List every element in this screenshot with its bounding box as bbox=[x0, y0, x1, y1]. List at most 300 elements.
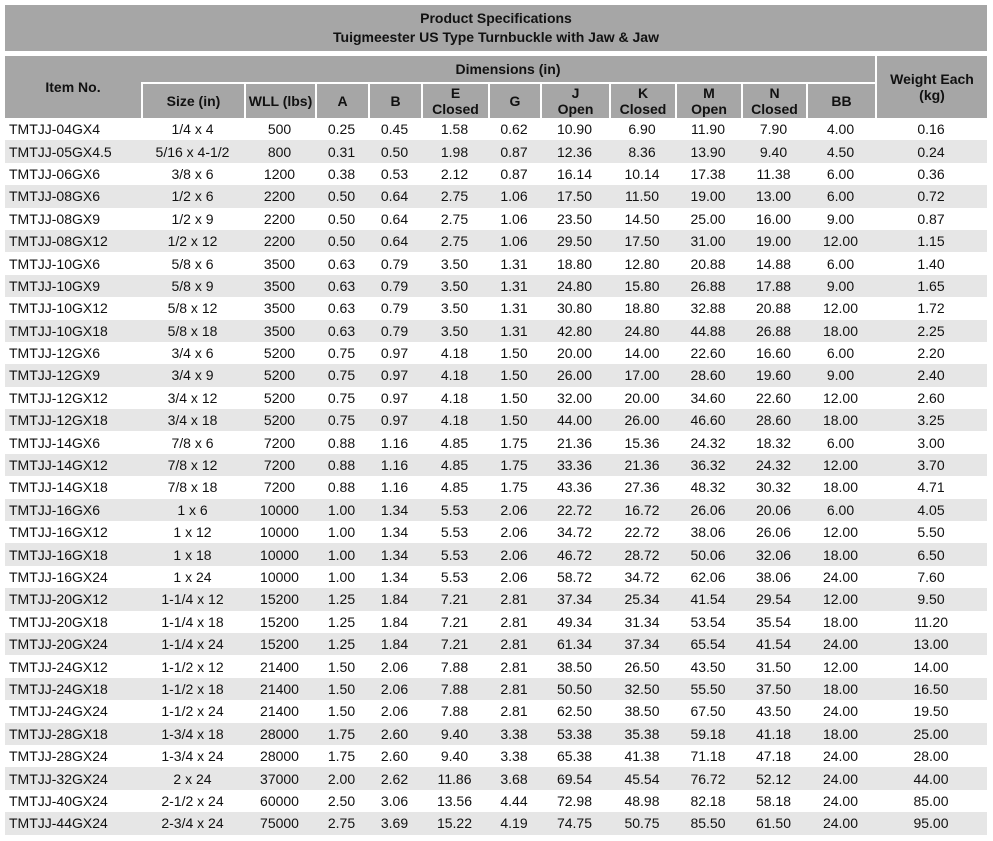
cell-dim-e-closed: 4.85 bbox=[421, 454, 488, 476]
header-k-letter: K bbox=[637, 85, 649, 101]
cell-wll: 5200 bbox=[244, 387, 315, 409]
header-e-state: Closed bbox=[432, 101, 479, 117]
header-k-closed bbox=[609, 84, 675, 118]
cell-dim-m-open: 71.18 bbox=[675, 745, 741, 767]
cell-dim-j-open: 18.80 bbox=[540, 252, 609, 274]
cell-dim-bb: 6.00 bbox=[806, 252, 875, 274]
cell-dim-m-open: 55.50 bbox=[675, 678, 741, 700]
cell-weight-each: 2.20 bbox=[875, 342, 987, 364]
table-row bbox=[5, 454, 987, 476]
cell-dim-j-open: 69.54 bbox=[540, 767, 609, 789]
cell-dim-g: 2.81 bbox=[488, 655, 540, 677]
cell-dim-b: 0.79 bbox=[368, 297, 421, 319]
cell-dim-k-closed: 11.50 bbox=[609, 185, 675, 207]
cell-size: 1 x 6 bbox=[141, 499, 244, 521]
cell-dim-k-closed: 37.34 bbox=[609, 633, 675, 655]
cell-dim-b: 1.84 bbox=[368, 633, 421, 655]
cell-dim-bb: 18.00 bbox=[806, 611, 875, 633]
cell-dim-a: 2.75 bbox=[315, 812, 368, 834]
cell-dim-n-closed: 43.50 bbox=[741, 700, 806, 722]
cell-dim-g: 2.81 bbox=[488, 678, 540, 700]
cell-dim-k-closed: 24.80 bbox=[609, 320, 675, 342]
cell-wll: 3500 bbox=[244, 275, 315, 297]
cell-dim-a: 1.25 bbox=[315, 611, 368, 633]
header-wll: WLL (lbs) bbox=[244, 84, 315, 118]
cell-size: 2-1/2 x 24 bbox=[141, 790, 244, 812]
cell-item-no: TMTJJ-12GX9 bbox=[5, 364, 141, 386]
cell-dim-j-open: 32.00 bbox=[540, 387, 609, 409]
cell-item-no: TMTJJ-20GX12 bbox=[5, 588, 141, 610]
cell-item-no: TMTJJ-10GX9 bbox=[5, 275, 141, 297]
cell-dim-k-closed: 45.54 bbox=[609, 767, 675, 789]
cell-dim-n-closed: 61.50 bbox=[741, 812, 806, 834]
cell-dim-b: 2.06 bbox=[368, 655, 421, 677]
cell-dim-j-open: 12.36 bbox=[540, 140, 609, 162]
cell-dim-g: 1.50 bbox=[488, 342, 540, 364]
cell-dim-m-open: 20.88 bbox=[675, 252, 741, 274]
cell-dim-k-closed: 35.38 bbox=[609, 723, 675, 745]
cell-dim-bb: 18.00 bbox=[806, 543, 875, 565]
cell-dim-g: 1.06 bbox=[488, 185, 540, 207]
cell-dim-b: 0.79 bbox=[368, 275, 421, 297]
cell-dim-g: 1.31 bbox=[488, 252, 540, 274]
cell-dim-a: 0.75 bbox=[315, 387, 368, 409]
cell-dim-a: 1.50 bbox=[315, 700, 368, 722]
cell-wll: 37000 bbox=[244, 767, 315, 789]
cell-size: 7/8 x 12 bbox=[141, 454, 244, 476]
cell-weight-each: 16.50 bbox=[875, 678, 987, 700]
cell-item-no: TMTJJ-08GX12 bbox=[5, 230, 141, 252]
cell-size: 3/4 x 9 bbox=[141, 364, 244, 386]
cell-dim-bb: 12.00 bbox=[806, 454, 875, 476]
cell-dim-e-closed: 3.50 bbox=[421, 275, 488, 297]
cell-dim-j-open: 21.36 bbox=[540, 431, 609, 453]
cell-dim-bb: 6.00 bbox=[806, 163, 875, 185]
cell-dim-e-closed: 3.50 bbox=[421, 297, 488, 319]
header-weight-each bbox=[875, 56, 987, 118]
cell-dim-b: 1.16 bbox=[368, 476, 421, 498]
table-row bbox=[5, 521, 987, 543]
header-weight-label: Weight Each bbox=[890, 71, 974, 87]
cell-wll: 7200 bbox=[244, 454, 315, 476]
cell-dim-j-open: 20.00 bbox=[540, 342, 609, 364]
cell-dim-n-closed: 18.32 bbox=[741, 431, 806, 453]
cell-dim-a: 0.75 bbox=[315, 342, 368, 364]
cell-item-no: TMTJJ-05GX4.5 bbox=[5, 140, 141, 162]
cell-dim-e-closed: 7.21 bbox=[421, 588, 488, 610]
cell-dim-b: 3.06 bbox=[368, 790, 421, 812]
cell-dim-j-open: 33.36 bbox=[540, 454, 609, 476]
cell-dim-e-closed: 7.21 bbox=[421, 633, 488, 655]
cell-dim-g: 0.87 bbox=[488, 163, 540, 185]
cell-dim-n-closed: 17.88 bbox=[741, 275, 806, 297]
cell-dim-j-open: 16.14 bbox=[540, 163, 609, 185]
spec-table-body bbox=[5, 118, 987, 835]
cell-wll: 15200 bbox=[244, 588, 315, 610]
cell-dim-b: 2.06 bbox=[368, 678, 421, 700]
cell-dim-n-closed: 28.60 bbox=[741, 409, 806, 431]
cell-dim-k-closed: 18.80 bbox=[609, 297, 675, 319]
cell-weight-each: 3.00 bbox=[875, 431, 987, 453]
cell-wll: 7200 bbox=[244, 476, 315, 498]
cell-dim-a: 0.50 bbox=[315, 208, 368, 230]
cell-dim-n-closed: 47.18 bbox=[741, 745, 806, 767]
table-row bbox=[5, 208, 987, 230]
cell-dim-n-closed: 14.88 bbox=[741, 252, 806, 274]
header-size: Size (in) bbox=[141, 84, 244, 118]
cell-dim-e-closed: 5.53 bbox=[421, 543, 488, 565]
spec-table bbox=[5, 56, 987, 835]
cell-weight-each: 4.71 bbox=[875, 476, 987, 498]
cell-dim-k-closed: 48.98 bbox=[609, 790, 675, 812]
cell-dim-e-closed: 7.88 bbox=[421, 678, 488, 700]
cell-weight-each: 2.60 bbox=[875, 387, 987, 409]
cell-dim-j-open: 38.50 bbox=[540, 655, 609, 677]
cell-dim-k-closed: 15.80 bbox=[609, 275, 675, 297]
cell-dim-a: 0.75 bbox=[315, 409, 368, 431]
cell-item-no: TMTJJ-14GX12 bbox=[5, 454, 141, 476]
cell-dim-a: 0.25 bbox=[315, 118, 368, 140]
cell-dim-g: 1.50 bbox=[488, 364, 540, 386]
table-row bbox=[5, 745, 987, 767]
cell-dim-e-closed: 2.75 bbox=[421, 208, 488, 230]
cell-size: 1-1/2 x 18 bbox=[141, 678, 244, 700]
cell-size: 1/2 x 6 bbox=[141, 185, 244, 207]
cell-dim-e-closed: 7.88 bbox=[421, 655, 488, 677]
cell-weight-each: 2.25 bbox=[875, 320, 987, 342]
header-m-state: Open bbox=[691, 101, 727, 117]
cell-dim-bb: 18.00 bbox=[806, 320, 875, 342]
cell-dim-m-open: 13.90 bbox=[675, 140, 741, 162]
cell-dim-n-closed: 19.00 bbox=[741, 230, 806, 252]
cell-dim-n-closed: 11.38 bbox=[741, 163, 806, 185]
cell-dim-a: 2.00 bbox=[315, 767, 368, 789]
cell-dim-k-closed: 8.36 bbox=[609, 140, 675, 162]
cell-dim-k-closed: 50.75 bbox=[609, 812, 675, 834]
cell-item-no: TMTJJ-08GX6 bbox=[5, 185, 141, 207]
cell-dim-g: 1.75 bbox=[488, 431, 540, 453]
cell-weight-each: 95.00 bbox=[875, 812, 987, 834]
cell-dim-b: 0.97 bbox=[368, 409, 421, 431]
cell-weight-each: 0.72 bbox=[875, 185, 987, 207]
cell-weight-each: 5.50 bbox=[875, 521, 987, 543]
header-j-open bbox=[540, 84, 609, 118]
spec-table-header bbox=[5, 56, 987, 118]
cell-weight-each: 28.00 bbox=[875, 745, 987, 767]
cell-dim-n-closed: 26.88 bbox=[741, 320, 806, 342]
cell-dim-a: 1.00 bbox=[315, 499, 368, 521]
cell-dim-n-closed: 30.32 bbox=[741, 476, 806, 498]
cell-dim-j-open: 49.34 bbox=[540, 611, 609, 633]
cell-item-no: TMTJJ-20GX18 bbox=[5, 611, 141, 633]
cell-dim-n-closed: 37.50 bbox=[741, 678, 806, 700]
cell-item-no: TMTJJ-10GX6 bbox=[5, 252, 141, 274]
table-row bbox=[5, 252, 987, 274]
table-row bbox=[5, 364, 987, 386]
cell-size: 1-3/4 x 18 bbox=[141, 723, 244, 745]
cell-dim-b: 1.16 bbox=[368, 431, 421, 453]
cell-dim-n-closed: 58.18 bbox=[741, 790, 806, 812]
cell-dim-m-open: 62.06 bbox=[675, 566, 741, 588]
cell-dim-e-closed: 9.40 bbox=[421, 723, 488, 745]
cell-weight-each: 6.50 bbox=[875, 543, 987, 565]
cell-dim-bb: 4.50 bbox=[806, 140, 875, 162]
cell-dim-bb: 24.00 bbox=[806, 790, 875, 812]
cell-size: 7/8 x 18 bbox=[141, 476, 244, 498]
cell-item-no: TMTJJ-24GX18 bbox=[5, 678, 141, 700]
cell-dim-m-open: 19.00 bbox=[675, 185, 741, 207]
table-row bbox=[5, 476, 987, 498]
cell-item-no: TMTJJ-14GX18 bbox=[5, 476, 141, 498]
cell-dim-e-closed: 4.85 bbox=[421, 476, 488, 498]
cell-dim-n-closed: 32.06 bbox=[741, 543, 806, 565]
cell-wll: 500 bbox=[244, 118, 315, 140]
cell-weight-each: 2.40 bbox=[875, 364, 987, 386]
cell-dim-n-closed: 41.18 bbox=[741, 723, 806, 745]
cell-dim-n-closed: 31.50 bbox=[741, 655, 806, 677]
cell-size: 3/8 x 6 bbox=[141, 163, 244, 185]
cell-dim-k-closed: 26.50 bbox=[609, 655, 675, 677]
cell-dim-g: 2.81 bbox=[488, 611, 540, 633]
cell-dim-bb: 24.00 bbox=[806, 700, 875, 722]
cell-dim-n-closed: 24.32 bbox=[741, 454, 806, 476]
cell-item-no: TMTJJ-28GX24 bbox=[5, 745, 141, 767]
cell-weight-each: 3.70 bbox=[875, 454, 987, 476]
header-n-closed bbox=[741, 84, 806, 118]
cell-dim-n-closed: 38.06 bbox=[741, 566, 806, 588]
cell-size: 3/4 x 12 bbox=[141, 387, 244, 409]
table-row bbox=[5, 812, 987, 834]
cell-weight-each: 11.20 bbox=[875, 611, 987, 633]
cell-wll: 1200 bbox=[244, 163, 315, 185]
cell-dim-j-open: 34.72 bbox=[540, 521, 609, 543]
cell-dim-a: 0.50 bbox=[315, 185, 368, 207]
cell-weight-each: 0.16 bbox=[875, 118, 987, 140]
cell-weight-each: 1.65 bbox=[875, 275, 987, 297]
cell-dim-e-closed: 4.18 bbox=[421, 364, 488, 386]
cell-item-no: TMTJJ-06GX6 bbox=[5, 163, 141, 185]
cell-item-no: TMTJJ-44GX24 bbox=[5, 812, 141, 834]
cell-dim-j-open: 50.50 bbox=[540, 678, 609, 700]
cell-item-no: TMTJJ-12GX12 bbox=[5, 387, 141, 409]
cell-wll: 28000 bbox=[244, 723, 315, 745]
cell-dim-bb: 12.00 bbox=[806, 655, 875, 677]
table-row bbox=[5, 543, 987, 565]
cell-size: 5/8 x 9 bbox=[141, 275, 244, 297]
cell-dim-b: 1.84 bbox=[368, 588, 421, 610]
cell-size: 1/4 x 4 bbox=[141, 118, 244, 140]
cell-weight-each: 1.40 bbox=[875, 252, 987, 274]
cell-size: 1-3/4 x 24 bbox=[141, 745, 244, 767]
cell-dim-a: 0.31 bbox=[315, 140, 368, 162]
cell-size: 5/16 x 4-1/2 bbox=[141, 140, 244, 162]
cell-dim-m-open: 17.38 bbox=[675, 163, 741, 185]
table-row bbox=[5, 566, 987, 588]
table-row bbox=[5, 431, 987, 453]
header-weight-unit: (kg) bbox=[919, 87, 945, 103]
cell-dim-k-closed: 38.50 bbox=[609, 700, 675, 722]
cell-dim-g: 2.81 bbox=[488, 588, 540, 610]
cell-dim-g: 1.50 bbox=[488, 409, 540, 431]
cell-dim-bb: 9.00 bbox=[806, 208, 875, 230]
cell-dim-b: 0.79 bbox=[368, 252, 421, 274]
cell-item-no: TMTJJ-16GX24 bbox=[5, 566, 141, 588]
header-n-letter: N bbox=[769, 85, 780, 101]
cell-dim-g: 2.06 bbox=[488, 521, 540, 543]
cell-dim-e-closed: 2.12 bbox=[421, 163, 488, 185]
cell-dim-bb: 24.00 bbox=[806, 633, 875, 655]
cell-dim-a: 0.88 bbox=[315, 476, 368, 498]
cell-weight-each: 1.72 bbox=[875, 297, 987, 319]
cell-wll: 3500 bbox=[244, 252, 315, 274]
cell-wll: 21400 bbox=[244, 655, 315, 677]
table-row bbox=[5, 163, 987, 185]
cell-dim-b: 2.62 bbox=[368, 767, 421, 789]
cell-dim-k-closed: 22.72 bbox=[609, 521, 675, 543]
table-row bbox=[5, 118, 987, 140]
cell-dim-a: 1.25 bbox=[315, 588, 368, 610]
cell-dim-j-open: 46.72 bbox=[540, 543, 609, 565]
cell-size: 5/8 x 12 bbox=[141, 297, 244, 319]
cell-dim-n-closed: 13.00 bbox=[741, 185, 806, 207]
cell-dim-j-open: 37.34 bbox=[540, 588, 609, 610]
cell-wll: 10000 bbox=[244, 521, 315, 543]
cell-weight-each: 7.60 bbox=[875, 566, 987, 588]
cell-dim-a: 0.88 bbox=[315, 431, 368, 453]
cell-weight-each: 0.36 bbox=[875, 163, 987, 185]
cell-wll: 3500 bbox=[244, 320, 315, 342]
product-spec-sheet bbox=[5, 5, 987, 835]
cell-size: 1 x 18 bbox=[141, 543, 244, 565]
cell-dim-bb: 6.00 bbox=[806, 431, 875, 453]
cell-item-no: TMTJJ-40GX24 bbox=[5, 790, 141, 812]
spec-title: Product Specifications bbox=[420, 10, 572, 26]
cell-dim-g: 1.50 bbox=[488, 387, 540, 409]
cell-dim-k-closed: 28.72 bbox=[609, 543, 675, 565]
cell-dim-b: 0.64 bbox=[368, 208, 421, 230]
cell-dim-g: 0.87 bbox=[488, 140, 540, 162]
cell-dim-e-closed: 5.53 bbox=[421, 521, 488, 543]
cell-dim-m-open: 43.50 bbox=[675, 655, 741, 677]
cell-dim-b: 2.60 bbox=[368, 723, 421, 745]
cell-item-no: TMTJJ-14GX6 bbox=[5, 431, 141, 453]
cell-dim-m-open: 53.54 bbox=[675, 611, 741, 633]
cell-dim-m-open: 11.90 bbox=[675, 118, 741, 140]
cell-dim-n-closed: 20.06 bbox=[741, 499, 806, 521]
cell-dim-n-closed: 16.00 bbox=[741, 208, 806, 230]
cell-dim-a: 0.75 bbox=[315, 364, 368, 386]
cell-weight-each: 1.15 bbox=[875, 230, 987, 252]
table-row bbox=[5, 185, 987, 207]
cell-dim-j-open: 24.80 bbox=[540, 275, 609, 297]
cell-dim-g: 1.31 bbox=[488, 320, 540, 342]
cell-weight-each: 0.24 bbox=[875, 140, 987, 162]
table-row bbox=[5, 700, 987, 722]
table-row bbox=[5, 387, 987, 409]
cell-dim-m-open: 36.32 bbox=[675, 454, 741, 476]
cell-dim-bb: 12.00 bbox=[806, 387, 875, 409]
table-row bbox=[5, 678, 987, 700]
spec-title-banner bbox=[5, 5, 987, 51]
cell-dim-b: 0.45 bbox=[368, 118, 421, 140]
cell-dim-e-closed: 4.18 bbox=[421, 387, 488, 409]
cell-dim-b: 1.34 bbox=[368, 566, 421, 588]
cell-dim-a: 0.63 bbox=[315, 320, 368, 342]
cell-dim-e-closed: 4.18 bbox=[421, 342, 488, 364]
cell-dim-a: 1.75 bbox=[315, 745, 368, 767]
cell-dim-k-closed: 20.00 bbox=[609, 387, 675, 409]
cell-dim-k-closed: 27.36 bbox=[609, 476, 675, 498]
cell-dim-m-open: 31.00 bbox=[675, 230, 741, 252]
cell-dim-m-open: 24.32 bbox=[675, 431, 741, 453]
header-m-open bbox=[675, 84, 741, 118]
cell-item-no: TMTJJ-10GX12 bbox=[5, 297, 141, 319]
cell-dim-g: 2.81 bbox=[488, 700, 540, 722]
cell-dim-b: 0.64 bbox=[368, 185, 421, 207]
cell-item-no: TMTJJ-16GX12 bbox=[5, 521, 141, 543]
cell-dim-m-open: 82.18 bbox=[675, 790, 741, 812]
cell-size: 1 x 24 bbox=[141, 566, 244, 588]
cell-weight-each: 25.00 bbox=[875, 723, 987, 745]
cell-dim-bb: 6.00 bbox=[806, 499, 875, 521]
header-k-state: Closed bbox=[619, 101, 667, 117]
cell-dim-j-open: 44.00 bbox=[540, 409, 609, 431]
cell-dim-b: 0.97 bbox=[368, 342, 421, 364]
cell-dim-m-open: 50.06 bbox=[675, 543, 741, 565]
cell-dim-n-closed: 52.12 bbox=[741, 767, 806, 789]
cell-dim-n-closed: 9.40 bbox=[741, 140, 806, 162]
cell-dim-m-open: 59.18 bbox=[675, 723, 741, 745]
cell-dim-n-closed: 20.88 bbox=[741, 297, 806, 319]
cell-size: 1-1/4 x 18 bbox=[141, 611, 244, 633]
cell-dim-b: 0.53 bbox=[368, 163, 421, 185]
cell-dim-k-closed: 34.72 bbox=[609, 566, 675, 588]
cell-dim-e-closed: 3.50 bbox=[421, 252, 488, 274]
cell-wll: 5200 bbox=[244, 342, 315, 364]
header-j-letter: J bbox=[571, 85, 580, 101]
cell-weight-each: 0.87 bbox=[875, 208, 987, 230]
cell-dim-a: 1.00 bbox=[315, 543, 368, 565]
cell-wll: 15200 bbox=[244, 633, 315, 655]
cell-dim-j-open: 72.98 bbox=[540, 790, 609, 812]
cell-weight-each: 3.25 bbox=[875, 409, 987, 431]
table-row bbox=[5, 611, 987, 633]
cell-dim-e-closed: 5.53 bbox=[421, 499, 488, 521]
cell-dim-n-closed: 22.60 bbox=[741, 387, 806, 409]
cell-size: 3/4 x 6 bbox=[141, 342, 244, 364]
table-row bbox=[5, 297, 987, 319]
cell-dim-e-closed: 2.75 bbox=[421, 230, 488, 252]
cell-dim-g: 1.75 bbox=[488, 454, 540, 476]
cell-dim-k-closed: 17.50 bbox=[609, 230, 675, 252]
cell-item-no: TMTJJ-32GX24 bbox=[5, 767, 141, 789]
cell-wll: 21400 bbox=[244, 700, 315, 722]
cell-dim-k-closed: 10.14 bbox=[609, 163, 675, 185]
cell-wll: 15200 bbox=[244, 611, 315, 633]
cell-size: 5/8 x 6 bbox=[141, 252, 244, 274]
cell-dim-bb: 12.00 bbox=[806, 588, 875, 610]
cell-dim-k-closed: 14.50 bbox=[609, 208, 675, 230]
cell-wll: 10000 bbox=[244, 499, 315, 521]
cell-dim-k-closed: 21.36 bbox=[609, 454, 675, 476]
cell-dim-j-open: 53.38 bbox=[540, 723, 609, 745]
cell-weight-each: 14.00 bbox=[875, 655, 987, 677]
cell-dim-j-open: 17.50 bbox=[540, 185, 609, 207]
cell-dim-m-open: 65.54 bbox=[675, 633, 741, 655]
cell-dim-bb: 9.00 bbox=[806, 275, 875, 297]
cell-dim-k-closed: 14.00 bbox=[609, 342, 675, 364]
cell-dim-e-closed: 1.58 bbox=[421, 118, 488, 140]
